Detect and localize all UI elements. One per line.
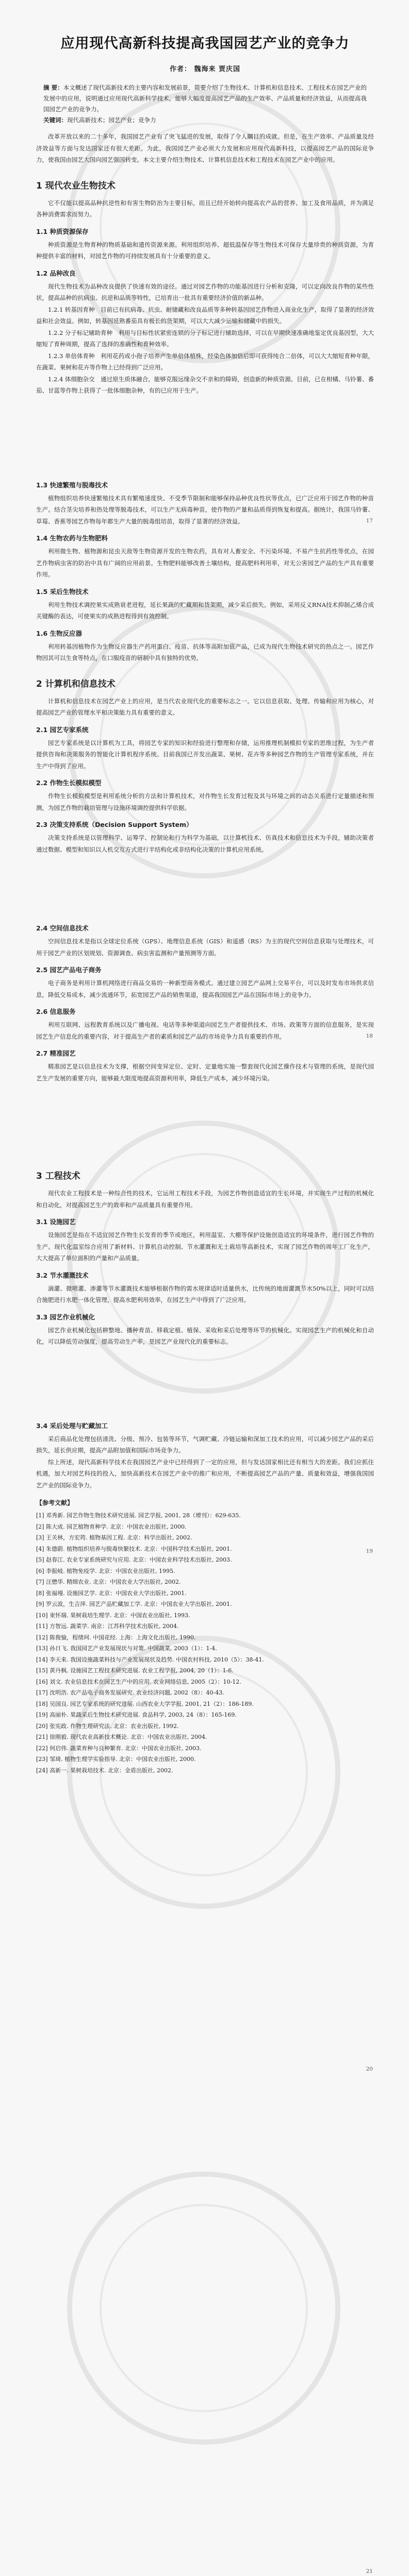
- reference-item: [14] 李天来. 我国设施蔬菜科技与产业发展现状及趋势. 中国农村科技, 2010（5）：38-41.: [36, 1656, 264, 1663]
- abstract-label: 摘 要：: [43, 84, 63, 91]
- paragraph: 园艺专家系统是以计算机为工具，将园艺专家的知识和经验进行整理和存储，运用推理机制模拟专家的思维过程，为生产者提供咨询和决策服务的智能化计算机程序系统。目前我国已开发出蔬菜、果树、花卉等多种园艺作物的生产管理专家系统，并在生产中得到了应用。: [36, 739, 374, 770]
- section-heading: 3 工程技术: [36, 1171, 80, 1181]
- subsection-heading: 1.6 生物反应器: [36, 629, 82, 637]
- paragraph: 利用转基因植物作为生物反应器生产药用蛋白、疫苗、抗体等高附加值产品，已成为现代生物技术研究的热点之一。园艺作物因其可以生食等特点，在口服疫苗的研制中具有独特的优势。: [36, 642, 374, 662]
- reference-item: [20] 张宪政. 作物生理研究法. 北京：农业出版社, 1992.: [36, 1722, 179, 1730]
- paragraph: 种质资源是生物育种的物质基础和遗传资源来源。利用组织培养、超低温保存等生物技术可保存大量珍贵的种质资源，为育种提供丰富的材料，对园艺作物的可持续发展具有十分重要的意义。: [36, 241, 374, 260]
- keywords: [43, 115, 367, 126]
- paragraph: 滴灌、微喷灌、渗灌等节水灌溉技术能够根据作物的需水规律适时适量供水，比传统的地面灌溉节水50%以上，同时可以结合施肥进行水肥一体化管理，提高水肥利用效率，在园艺生产中得到了广泛应用。: [36, 1284, 374, 1303]
- subsection-heading: 2.5 园艺产品电子商务: [36, 966, 102, 974]
- reference-item: [18] 吴国良. 园艺专家系统的研究进展. 山西农业大学学报, 2001, 21（2）：186-189.: [36, 1700, 254, 1707]
- reference-item: [1] 邓秀新. 园艺作物生物技术研究进展. 园艺学报, 2001, 28（增刊）：629-635.: [36, 1512, 241, 1519]
- subsection-heading: 2.7 精准园艺: [36, 1049, 76, 1057]
- conclusion-paragraph: 综上所述，现代高新科学技术在我国园艺产业中已经得到了一定的应用，但与发达国家相比还有相当大的差距。我们应抓住机遇，加大对园艺科技的投入，加快高新技术在园艺产业中的推广和应用，不断提高园艺产品的产量、质量和效益，增强我国园艺产业的国际竞争力。: [36, 1458, 374, 1489]
- paragraph: 计算机和信息技术在园艺产业上的应用，是当代农业现代化的重要标志之一。它以信息获取、处理、传输和应用为核心，对提高园艺产业的管理水平和决策能力具有重要的意义。: [36, 697, 374, 716]
- references-heading: 【参考文献】: [36, 1499, 74, 1506]
- reference-item: [22] 何启伟. 蔬菜育种与良种繁育. 北京：中国农业出版社, 2003.: [36, 1744, 202, 1752]
- subsection-heading: 2.6 信息服务: [36, 1008, 76, 1015]
- paragraph: 电子商务是利用计算机网络进行商品交易的一种新型商务模式。通过建立园艺产品网上交易平台，可以及时发布市场供求信息，降低交易成本，减少流通环节，拓宽园艺产品的销售渠道，提高我国园艺产品在国际市场上的竞争力。: [36, 979, 374, 998]
- paragraph: 利用微生物、植物源和昆虫天敌等生物资源开发的生物农药，具有对人畜安全、不污染环境、不易产生抗药性等优点，在园艺作物病虫害的防治中具有广阔的应用前景。生物肥料能够改善土壤结构，提高肥料利用率，对无公害园艺产品的生产具有重要作用。: [36, 548, 374, 578]
- page-number: 19: [366, 1548, 373, 1554]
- watermark-stamp-graphic: [46, 2123, 361, 2494]
- reference-item: [15] 黄丹枫. 设施园艺工程技术研究进展. 农业工程学报, 2004, 20（1）：1-6.: [36, 1667, 234, 1674]
- paragraph: 1.2.4 体细胞杂交 通过原生质体融合，能够克服远缘杂交不亲和的障碍，创造新的种质资源。目前，已在柑橘、马铃薯、番茄、甘蓝等作物上获得了一批体细胞杂种，有的已应用于生产。: [36, 375, 374, 394]
- subsection-heading: 2.4 空间信息技术: [36, 924, 89, 932]
- reference-item: [13] 孙日飞. 我国园艺产业发展现状与对策. 中国蔬菜, 2003（1）：1-4.: [36, 1645, 217, 1652]
- page-number: 21: [366, 2568, 373, 2574]
- reference-item: [12] 陈俊愉，程绪珂. 中国花经. 上海：上海文化出版社, 1990.: [36, 1634, 196, 1641]
- reference-item: [23] 邹琦. 植物生理学实验指导. 北京：中国农业出版社, 2000.: [36, 1756, 196, 1762]
- page-title: 应用现代高新科技提高我国园艺产业的竞争力: [60, 36, 350, 52]
- reference-item: [11] 方智远. 蔬菜学. 南京：江苏科学技术出版社, 2004.: [36, 1623, 179, 1630]
- reference-item: [4] 朱德蔚. 植物组织培养与脱毒快繁技术. 北京：中国科学技术出版社, 2001.: [36, 1545, 232, 1552]
- reference-item: [16] 刘文. 农业信息技术在园艺生产中的应用. 农业网络信息, 2005（2）：10-12.: [36, 1678, 241, 1685]
- paragraph: 1.2.3 单倍体育种 利用花药或小孢子培养产生单倍体植株，经染色体加倍后即可获得纯合二倍体，可以大大缩短育种年限，在蔬菜、果树和花卉等作物上已经得到广泛应用。: [36, 352, 374, 371]
- reference-item: [3] 王关林，方宏筠. 植物基因工程. 北京：科学出版社, 2002.: [36, 1534, 192, 1541]
- subsection-heading: 3.1 设施园艺: [36, 1218, 76, 1226]
- reference-item: [24] 高新一. 果树栽培技术. 北京：金盾出版社, 2002.: [36, 1767, 173, 1774]
- watermark-stamp: [46, 2123, 361, 2494]
- paragraph: 现代生物技术为品种改良提供了快速有效的途径。通过对园艺作物的功能基因进行分析和克隆，可以定向改良作物的某些性状，提高品种的抗病虫、抗逆和品质等特性，已培育出一批具有重要经济价值的新品种。: [36, 282, 374, 301]
- reference-item: [21] 徐刚毅. 现代农业高新技术概论. 北京：中国农业出版社, 2004.: [36, 1734, 207, 1740]
- reference-item: [19] 高丽朴. 果蔬采后生物技术研究进展. 食品科学, 2003, 24（8）：165-169.: [36, 1711, 237, 1718]
- subsection-heading: 2.1 园艺专家系统: [36, 725, 89, 734]
- paragraph: 园艺作业机械化包括耕整地、播种育苗、移栽定植、植保、采收和采后处理等环节的机械化。实现园艺生产的机械化和自动化，可以降低劳动强度，提高劳动生产率，是园艺产业现代化的重要标志。: [36, 1326, 374, 1345]
- paragraph: 作物生长模拟模型是利用系统分析的方法和计算机技术，对作物生长发育过程及其与环境之间的动态关系进行定量描述和预测，为园艺作物的栽培管理与设施环境调控提供科学依据。: [36, 792, 374, 811]
- paragraph: 1.2.1 转基因育种 目前已有抗病毒、抗虫、耐储藏和改良品质等多种转基因园艺作物进入商业化生产，取得了显著的经济效益和社会效益。例如，转基因延熟番茄具有极长的货架期，可以大大减少运输和储藏中的损失。: [36, 306, 374, 325]
- abstract: [43, 82, 367, 115]
- reference-item: [8] 张福墁. 设施园艺学. 北京：中国农业大学出版社, 2001.: [36, 1589, 187, 1597]
- paragraph: 设施园艺是指在不适宜园艺作物生长发育的季节或地区，利用温室、大棚等保护设施创造适宜的环境条件，进行园艺作物的生产。现代化温室综合应用了新材料、计算机自动控制、节水灌溉和无土栽培等高新技术，实现了园艺作物的周年工厂化生产，大大提高了单位面积的产量和产品质量。: [36, 1231, 374, 1262]
- keywords-text: 现代高新技术；园艺产业；竞争力: [67, 116, 156, 124]
- authors: 作者： 魏海来 贾庆国: [169, 65, 241, 73]
- subsection-heading: 1.4 生物农药与生物肥料: [36, 534, 108, 542]
- subsection-heading: 2.3 决策支持系统（Decision Support System）: [36, 821, 193, 828]
- paragraph: 空间信息技术是指以全球定位系统（GPS）、地理信息系统（GIS）和遥感（RS）为主的现代空间信息获取与处理技术，可用于园艺产业的区划规划、资源调查、病虫害监测和产量预测等方面。: [36, 938, 374, 957]
- page-number: 20: [366, 2066, 373, 2072]
- subsection-heading: 3.2 节水灌溉技术: [36, 1271, 89, 1279]
- reference-item: [9] 罗云波，生吉萍. 园艺产品贮藏加工学. 北京：中国农业大学出版社, 2001.: [36, 1601, 232, 1607]
- paragraph: 利用生物技术调控果实成熟衰老进程，延长果蔬的贮藏期和货架期，减少采后损失。例如，采用反义RNA技术抑制乙烯合成关键酶的表达，可使果实的成熟进程得到有效控制。: [36, 601, 374, 620]
- paragraph: 1.2.2 分子标记辅助育种 利用与目标性状紧密连锁的分子标记进行辅助选择，可以在早期快速准确地鉴定优良基因型，大大缩短了育种周期，提高了选择的准确性和育种效率。: [36, 329, 374, 348]
- paragraph: 它不仅能以提高品种抗逆性和有害生物防治为主要目标，而且已经开始转向提高农产品的营养、加工及食用品质，并为满足各种消费需求而努力。: [36, 199, 374, 218]
- section-heading: 2 计算机和信息技术: [36, 679, 116, 689]
- paragraph: 精准园艺是以信息技术为支撑，根据空间变异定位、定时、定量地实施一整套现代化园艺操作技术与管理的系统，是现代园艺生产发展的重要方向，能够最大限度地提高资源利用率，降低生产成本，减少环境污染。: [36, 1063, 374, 1082]
- keywords-label: 关键词：: [43, 116, 67, 124]
- subsection-heading: 1.5 采后生物技术: [36, 587, 89, 596]
- reference-item: [5] 赵春江. 农业专家系统研究与应用. 北京：中国农业科学技术出版社, 2003.: [36, 1556, 232, 1563]
- page-number: 17: [366, 518, 373, 524]
- page-number: 18: [366, 1033, 373, 1039]
- subsection-heading: 2.2 作物生长模拟模型: [36, 779, 102, 787]
- subsection-heading: 1.3 快速繁殖与脱毒技术: [36, 481, 108, 489]
- subsection-heading: 1.1 种质资源保存: [36, 227, 89, 235]
- paragraph: 利用互联网、远程教育系统以及广播电视、电话等多种渠道向园艺生产者提供技术、市场、政策等方面的信息服务，是实现园艺生产信息化的重要内容，对于提高生产者的素质和园艺产品的市场竞争力具有重要的作用。: [36, 1021, 374, 1040]
- reference-item: [17] 沈明浩. 农产品电子商务发展研究. 农业经济问题, 2002（8）：40-43.: [36, 1689, 224, 1696]
- article: [36, 0, 374, 1776]
- subsection-heading: 1.2 品种改良: [36, 269, 76, 277]
- paragraph: 现代农业工程技术是一种综合性的技术，它运用工程技术手段，为园艺作物创造适宜的生长环境，并实现生产过程的机械化和自动化，对提高园艺生产的效率和产品质量具有重要作用。: [36, 1190, 374, 1209]
- paragraph: 采后商品化处理包括清洗、分级、预冷、包装等环节，气调贮藏、冷链运输和深加工技术的应用，可以减少园艺产品的采后损失，延长供应期，提高产品附加值和国际市场竞争力。: [36, 1435, 374, 1454]
- abstract-text: 本文概述了现代高新技术的主要内容和发展前景，简要介绍了生物技术、计算机和信息技术、工程技术在园艺产业的发展中的应用，说明通过应用现代高新科学技术，能够大幅度提高园艺产品的生产效率、产品质量和经济效益，从而提高我国园艺产业的竞争力。: [43, 84, 367, 113]
- paragraph: 植物组织培养快速繁殖技术具有繁殖速度快、不受季节限制和能够保持品种优良性状等优点，已广泛应用于园艺作物的种苗生产。结合茎尖培养和热处理等脱毒技术，可以生产无病毒种苗，使作物的产量和品质得到恢复和提高。据统计，我国马铃薯、草莓、香蕉等园艺作物每年都生产大量的脱毒组培苗，取得了显著的经济效益。: [36, 494, 374, 525]
- reference-item: [10] 束怀瑞. 果树栽培生理学. 北京：中国农业出版社, 1993.: [36, 1612, 190, 1619]
- subsection-heading: 3.4 采后处理与贮藏加工: [36, 1421, 108, 1430]
- reference-item: [7] 汪懋华. 精细农业. 北京：中国农业大学出版社, 2002.: [36, 1579, 181, 1585]
- reference-item: [2] 陈大成. 园艺植物育种学. 北京：中国农业出版社, 2000.: [36, 1523, 187, 1530]
- references: [36, 1498, 374, 1776]
- intro-paragraph: 改革开放以来的二十多年，我国园艺产业有了突飞猛进的发展，取得了令人瞩目的成就。但是，在生产效率、产品质量及经济效益等方面与发达国家还有很大差距。为此，我国园艺产业必须大力发展和应用现代高新科技，以提高园艺产品的国际竞争力，使我国由园艺大国向园艺强国转变。本文主要介绍生物技术、计算机信息技术和工程技术在园艺产业中的应用。: [36, 133, 374, 163]
- reference-item: [6] 李振岐. 植物免疫学. 北京：中国农业出版社, 1995.: [36, 1567, 175, 1574]
- paragraph: 决策支持系统是以管理科学、运筹学、控制论和行为科学为基础，以计算机技术、仿真技术和信息技术为手段，辅助决策者通过数据、模型和知识以人机交互方式进行半结构化或非结构化决策的计算机应用系统。: [36, 834, 374, 853]
- section-heading: 1 现代农业生物技术: [36, 180, 116, 191]
- subsection-heading: 3.3 园艺作业机械化: [36, 1313, 95, 1321]
